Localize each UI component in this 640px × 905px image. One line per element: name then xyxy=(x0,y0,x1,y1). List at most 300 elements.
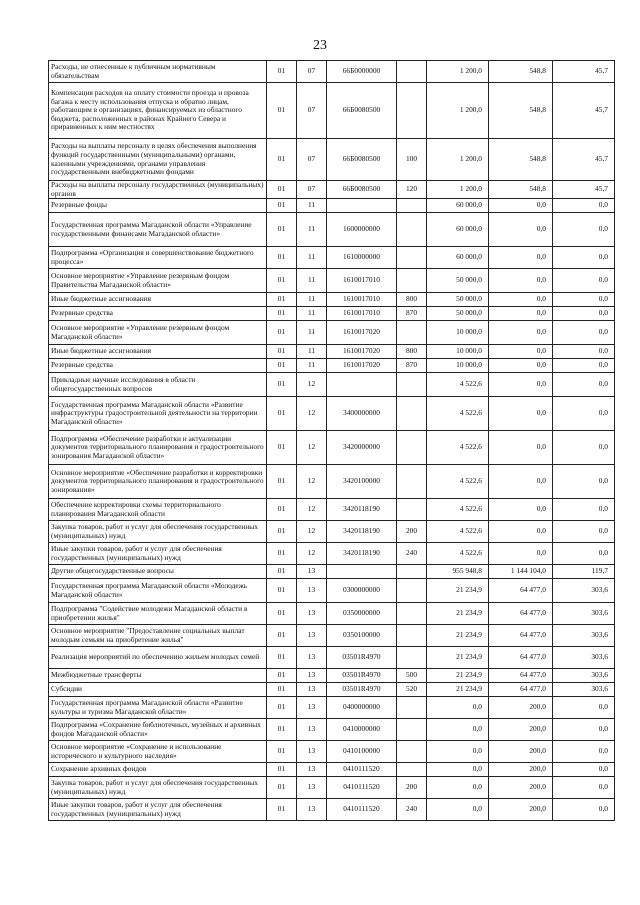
target-article-code: 1610017020 xyxy=(327,345,397,359)
subsection-code: 07 xyxy=(297,139,327,181)
table-row xyxy=(49,741,615,763)
amount-executed: 548,8 xyxy=(489,139,553,181)
execution-percent: 0,0 xyxy=(553,359,615,373)
expense-name: Подпрограмма «Сохранение библиотечных, музейных и архивных фондов Магаданской области» xyxy=(49,719,267,741)
amount-plan: 0,0 xyxy=(427,697,489,719)
target-article-code: 0350100000 xyxy=(327,625,397,647)
target-article-code: 66Б0080500 xyxy=(327,139,397,181)
section-code: 01 xyxy=(267,741,297,763)
target-article-code: 1610017020 xyxy=(327,321,397,345)
subsection-code: 11 xyxy=(297,247,327,269)
amount-plan: 10 000,0 xyxy=(427,359,489,373)
section-code: 01 xyxy=(267,345,297,359)
amount-plan: 21 234,9 xyxy=(427,647,489,669)
expense-type-code xyxy=(397,431,427,465)
section-code: 01 xyxy=(267,499,297,521)
expense-type-code xyxy=(397,763,427,777)
section-code: 01 xyxy=(267,521,297,543)
subsection-code: 13 xyxy=(297,799,327,821)
target-article-code: 0410111520 xyxy=(327,799,397,821)
expense-type-code: 120 xyxy=(397,181,427,199)
table-row xyxy=(49,181,615,199)
target-article-code: 1610000000 xyxy=(327,247,397,269)
expense-type-code: 800 xyxy=(397,345,427,359)
target-article-code: 0350000000 xyxy=(327,603,397,625)
execution-percent: 0,0 xyxy=(553,293,615,307)
amount-executed: 64 477,0 xyxy=(489,683,553,697)
expense-name: Подпрограмма «Обеспечение разработки и актуализации документов территориального планирования и градостроительного зонирования Магаданской области» xyxy=(49,431,267,465)
section-code: 01 xyxy=(267,603,297,625)
subsection-code: 13 xyxy=(297,579,327,603)
target-article-code xyxy=(327,199,397,213)
amount-executed: 0,0 xyxy=(489,247,553,269)
section-code: 01 xyxy=(267,293,297,307)
target-article-code: 0300000000 xyxy=(327,579,397,603)
execution-percent: 0,0 xyxy=(553,777,615,799)
amount-plan: 4 522,6 xyxy=(427,543,489,565)
subsection-code: 13 xyxy=(297,777,327,799)
table-row xyxy=(49,293,615,307)
expense-type-code xyxy=(397,247,427,269)
amount-executed: 200,0 xyxy=(489,741,553,763)
expense-type-code: 100 xyxy=(397,139,427,181)
expense-name: Другие общегосударственные вопросы xyxy=(49,565,267,579)
amount-executed: 0,0 xyxy=(489,213,553,247)
amount-plan: 21 234,9 xyxy=(427,683,489,697)
section-code: 01 xyxy=(267,625,297,647)
execution-percent: 0,0 xyxy=(553,465,615,499)
table-row xyxy=(49,543,615,565)
execution-percent: 45,7 xyxy=(553,61,615,83)
execution-percent: 303,6 xyxy=(553,683,615,697)
section-code: 01 xyxy=(267,763,297,777)
amount-plan: 1 200,0 xyxy=(427,61,489,83)
amount-plan: 4 522,6 xyxy=(427,521,489,543)
table-row xyxy=(49,307,615,321)
target-article-code: 1610017010 xyxy=(327,293,397,307)
expense-name: Государственная программа Магаданской области «Управление государственными финансами Магаданской области» xyxy=(49,213,267,247)
amount-executed: 200,0 xyxy=(489,777,553,799)
execution-percent: 0,0 xyxy=(553,431,615,465)
section-code: 01 xyxy=(267,307,297,321)
table-row xyxy=(49,603,615,625)
expense-type-code xyxy=(397,697,427,719)
table-row xyxy=(49,199,615,213)
execution-percent: 0,0 xyxy=(553,345,615,359)
section-code: 01 xyxy=(267,697,297,719)
amount-executed: 0,0 xyxy=(489,373,553,397)
expense-type-code xyxy=(397,83,427,139)
execution-percent: 0,0 xyxy=(553,719,615,741)
subsection-code: 12 xyxy=(297,521,327,543)
table-row xyxy=(49,625,615,647)
subsection-code: 12 xyxy=(297,397,327,431)
execution-percent: 303,6 xyxy=(553,603,615,625)
expense-type-code: 870 xyxy=(397,307,427,321)
expense-type-code xyxy=(397,499,427,521)
subsection-code: 11 xyxy=(297,321,327,345)
expense-type-code xyxy=(397,397,427,431)
expense-name: Основное мероприятие «Обеспечение разработки и корректировки документов территориального планирования и градостроительного зонирования» xyxy=(49,465,267,499)
amount-executed: 548,8 xyxy=(489,83,553,139)
execution-percent: 0,0 xyxy=(553,763,615,777)
table-row xyxy=(49,83,615,139)
section-code: 01 xyxy=(267,83,297,139)
section-code: 01 xyxy=(267,465,297,499)
expense-name: Реализация мероприятий по обеспечению жильем молодых семей xyxy=(49,647,267,669)
table-row xyxy=(49,719,615,741)
amount-executed: 200,0 xyxy=(489,763,553,777)
table-row xyxy=(49,269,615,293)
amount-executed: 0,0 xyxy=(489,321,553,345)
amount-executed: 200,0 xyxy=(489,719,553,741)
execution-percent: 0,0 xyxy=(553,373,615,397)
execution-percent: 0,0 xyxy=(553,543,615,565)
expense-type-code xyxy=(397,647,427,669)
subsection-code: 11 xyxy=(297,213,327,247)
expense-name: Сохранение архивных фондов xyxy=(49,763,267,777)
section-code: 01 xyxy=(267,61,297,83)
expense-type-code: 240 xyxy=(397,543,427,565)
target-article-code xyxy=(327,565,397,579)
table-body xyxy=(49,61,615,821)
amount-plan: 0,0 xyxy=(427,763,489,777)
expense-name: Обеспечение корректировки схемы территориального планирования Магаданской области xyxy=(49,499,267,521)
target-article-code: 66Б0080500 xyxy=(327,181,397,199)
table-row xyxy=(49,213,615,247)
table-row xyxy=(49,565,615,579)
amount-plan: 60 000,0 xyxy=(427,213,489,247)
target-article-code: 0410111520 xyxy=(327,763,397,777)
subsection-code: 13 xyxy=(297,603,327,625)
subsection-code: 13 xyxy=(297,697,327,719)
execution-percent: 303,6 xyxy=(553,669,615,683)
amount-plan: 10 000,0 xyxy=(427,345,489,359)
section-code: 01 xyxy=(267,647,297,669)
amount-plan: 60 000,0 xyxy=(427,247,489,269)
amount-executed: 64 477,0 xyxy=(489,669,553,683)
amount-plan: 21 234,9 xyxy=(427,579,489,603)
amount-plan: 50 000,0 xyxy=(427,269,489,293)
expense-type-code: 870 xyxy=(397,359,427,373)
table-row xyxy=(49,321,615,345)
budget-table xyxy=(48,60,615,821)
expense-type-code: 200 xyxy=(397,777,427,799)
page-number: 23 xyxy=(313,38,327,53)
target-article-code: 1610017010 xyxy=(327,269,397,293)
subsection-code: 13 xyxy=(297,625,327,647)
expense-name: Компенсация расходов на оплату стоимости проезда и провоза багажа к месту использования отпуска и обратно лицам, работающим в организациях, финансируемых из областного бюджета, расположенных в районах Крайнего Севера и приравненных к ним местностях xyxy=(49,83,267,139)
amount-executed: 0,0 xyxy=(489,465,553,499)
expense-type-code: 800 xyxy=(397,293,427,307)
subsection-code: 11 xyxy=(297,307,327,321)
table-row xyxy=(49,359,615,373)
table-row xyxy=(49,373,615,397)
execution-percent: 0,0 xyxy=(553,521,615,543)
expense-name: Подпрограмма «Организация и совершенствование бюджетного процесса» xyxy=(49,247,267,269)
subsection-code: 12 xyxy=(297,465,327,499)
target-article-code: 3420100000 xyxy=(327,465,397,499)
amount-plan: 10 000,0 xyxy=(427,321,489,345)
execution-percent: 303,6 xyxy=(553,625,615,647)
amount-executed: 0,0 xyxy=(489,307,553,321)
section-code: 01 xyxy=(267,719,297,741)
amount-plan: 0,0 xyxy=(427,799,489,821)
section-code: 01 xyxy=(267,683,297,697)
table-row xyxy=(49,139,615,181)
amount-executed: 0,0 xyxy=(489,345,553,359)
target-article-code: 1610017010 xyxy=(327,307,397,321)
subsection-code: 11 xyxy=(297,269,327,293)
target-article-code: 0410000000 xyxy=(327,719,397,741)
expense-name: Основное мероприятие "Предоставление социальных выплат молодым семьям на приобретение жилья" xyxy=(49,625,267,647)
expense-type-code xyxy=(397,565,427,579)
subsection-code: 13 xyxy=(297,669,327,683)
expense-type-code xyxy=(397,321,427,345)
expense-name: Государственная программа Магаданской области «Развитие инфраструктуры градостроительной деятельности на территории Магаданской области» xyxy=(49,397,267,431)
target-article-code: 03501R4970 xyxy=(327,683,397,697)
amount-executed: 1 144 104,0 xyxy=(489,565,553,579)
amount-executed: 0,0 xyxy=(489,397,553,431)
expense-name: Иные бюджетные ассигнования xyxy=(49,345,267,359)
expense-name: Иные закупки товаров, работ и услуг для обеспечения государственных (муниципальных) нужд xyxy=(49,543,267,565)
expense-type-code xyxy=(397,373,427,397)
amount-plan: 4 522,6 xyxy=(427,397,489,431)
target-article-code: 66Б0000000 xyxy=(327,61,397,83)
expense-type-code xyxy=(397,603,427,625)
subsection-code: 11 xyxy=(297,293,327,307)
amount-plan: 50 000,0 xyxy=(427,307,489,321)
amount-plan: 1 200,0 xyxy=(427,139,489,181)
subsection-code: 12 xyxy=(297,499,327,521)
execution-percent: 0,0 xyxy=(553,499,615,521)
expense-type-code: 240 xyxy=(397,799,427,821)
expense-type-code: 500 xyxy=(397,669,427,683)
table-row xyxy=(49,345,615,359)
amount-executed: 0,0 xyxy=(489,293,553,307)
execution-percent: 0,0 xyxy=(553,697,615,719)
amount-plan: 955 948,8 xyxy=(427,565,489,579)
execution-percent: 0,0 xyxy=(553,269,615,293)
execution-percent: 0,0 xyxy=(553,213,615,247)
expense-name: Расходы на выплаты персоналу в целях обеспечения выполнения функций государственными (муниципальными) органами, казенными учреждениями, органами управления государственными внебюджетными фондами xyxy=(49,139,267,181)
subsection-code: 12 xyxy=(297,431,327,465)
subsection-code: 13 xyxy=(297,719,327,741)
expense-name: Резервные фонды xyxy=(49,199,267,213)
table-row xyxy=(49,669,615,683)
target-article-code xyxy=(327,373,397,397)
execution-percent: 0,0 xyxy=(553,397,615,431)
execution-percent: 45,7 xyxy=(553,83,615,139)
table-row xyxy=(49,697,615,719)
amount-plan: 4 522,6 xyxy=(427,431,489,465)
amount-plan: 0,0 xyxy=(427,777,489,799)
amount-executed: 548,8 xyxy=(489,181,553,199)
section-code: 01 xyxy=(267,373,297,397)
section-code: 01 xyxy=(267,579,297,603)
target-article-code: 0400000000 xyxy=(327,697,397,719)
amount-plan: 1 200,0 xyxy=(427,181,489,199)
target-article-code: 3420118190 xyxy=(327,521,397,543)
subsection-code: 12 xyxy=(297,373,327,397)
section-code: 01 xyxy=(267,397,297,431)
execution-percent: 45,7 xyxy=(553,139,615,181)
expense-name: Иные бюджетные ассигнования xyxy=(49,293,267,307)
amount-executed: 0,0 xyxy=(489,359,553,373)
amount-plan: 4 522,6 xyxy=(427,373,489,397)
expense-type-code xyxy=(397,465,427,499)
expense-name: Государственная программа Магаданской области «Развитие культуры и туризма Магаданской области» xyxy=(49,697,267,719)
amount-plan: 1 200,0 xyxy=(427,83,489,139)
table-row xyxy=(49,499,615,521)
amount-executed: 548,8 xyxy=(489,61,553,83)
target-article-code: 1600000000 xyxy=(327,213,397,247)
execution-percent: 303,6 xyxy=(553,647,615,669)
expense-name: Основное мероприятие «Управление резервным фондом Магаданской области» xyxy=(49,321,267,345)
section-code: 01 xyxy=(267,181,297,199)
table-row xyxy=(49,763,615,777)
table-row xyxy=(49,799,615,821)
expense-name: Иные закупки товаров, работ и услуг для обеспечения государственных (муниципальных) нужд xyxy=(49,799,267,821)
amount-executed: 64 477,0 xyxy=(489,603,553,625)
target-article-code: 0410111520 xyxy=(327,777,397,799)
target-article-code: 1610017020 xyxy=(327,359,397,373)
execution-percent: 0,0 xyxy=(553,799,615,821)
table-row xyxy=(49,61,615,83)
execution-percent: 0,0 xyxy=(553,247,615,269)
expense-name: Подпрограмма "Содействие молодежи Магаданской области в приобретении жилья" xyxy=(49,603,267,625)
execution-percent: 45,7 xyxy=(553,181,615,199)
amount-plan: 4 522,6 xyxy=(427,499,489,521)
subsection-code: 07 xyxy=(297,181,327,199)
execution-percent: 119,7 xyxy=(553,565,615,579)
expense-name: Закупка товаров, работ и услуг для обеспечения государственных (муниципальных) нужд xyxy=(49,777,267,799)
subsection-code: 11 xyxy=(297,199,327,213)
subsection-code: 11 xyxy=(297,359,327,373)
execution-percent: 0,0 xyxy=(553,741,615,763)
amount-executed: 64 477,0 xyxy=(489,579,553,603)
execution-percent: 0,0 xyxy=(553,307,615,321)
section-code: 01 xyxy=(267,269,297,293)
amount-executed: 0,0 xyxy=(489,499,553,521)
expense-name: Основное мероприятие «Управление резервным фондом Правительства Магаданской области» xyxy=(49,269,267,293)
execution-percent: 303,6 xyxy=(553,579,615,603)
subsection-code: 13 xyxy=(297,565,327,579)
table-row xyxy=(49,465,615,499)
expense-type-code xyxy=(397,741,427,763)
expense-type-code xyxy=(397,579,427,603)
target-article-code: 3400000000 xyxy=(327,397,397,431)
target-article-code: 03501R4970 xyxy=(327,669,397,683)
amount-plan: 21 234,9 xyxy=(427,603,489,625)
expense-type-code xyxy=(397,61,427,83)
expense-type-code xyxy=(397,213,427,247)
subsection-code: 13 xyxy=(297,763,327,777)
expense-type-code xyxy=(397,625,427,647)
target-article-code: 66Б0080500 xyxy=(327,83,397,139)
amount-executed: 0,0 xyxy=(489,521,553,543)
subsection-code: 07 xyxy=(297,83,327,139)
amount-executed: 0,0 xyxy=(489,543,553,565)
table-row xyxy=(49,683,615,697)
amount-plan: 21 234,9 xyxy=(427,625,489,647)
target-article-code: 3420118190 xyxy=(327,499,397,521)
table-row xyxy=(49,247,615,269)
target-article-code: 0410100000 xyxy=(327,741,397,763)
section-code: 01 xyxy=(267,139,297,181)
section-code: 01 xyxy=(267,669,297,683)
subsection-code: 07 xyxy=(297,61,327,83)
section-code: 01 xyxy=(267,777,297,799)
target-article-code: 3420118190 xyxy=(327,543,397,565)
target-article-code: 3420000000 xyxy=(327,431,397,465)
expense-name: Прикладные научные исследования в области общегосударственных вопросов xyxy=(49,373,267,397)
table-row xyxy=(49,397,615,431)
amount-executed: 0,0 xyxy=(489,269,553,293)
section-code: 01 xyxy=(267,199,297,213)
amount-plan: 60 000,0 xyxy=(427,199,489,213)
expense-type-code: 200 xyxy=(397,521,427,543)
target-article-code: 03501R4970 xyxy=(327,647,397,669)
amount-plan: 50 000,0 xyxy=(427,293,489,307)
table-row xyxy=(49,579,615,603)
expense-name: Расходы на выплаты персоналу государственных (муниципальных) органов xyxy=(49,181,267,199)
amount-plan: 0,0 xyxy=(427,741,489,763)
subsection-code: 13 xyxy=(297,741,327,763)
amount-executed: 200,0 xyxy=(489,697,553,719)
expense-type-code xyxy=(397,269,427,293)
table-row xyxy=(49,647,615,669)
subsection-code: 12 xyxy=(297,543,327,565)
amount-plan: 4 522,6 xyxy=(427,465,489,499)
expense-name: Закупка товаров, работ и услуг для обеспечения государственных (муниципальных) нужд xyxy=(49,521,267,543)
section-code: 01 xyxy=(267,321,297,345)
execution-percent: 0,0 xyxy=(553,199,615,213)
section-code: 01 xyxy=(267,565,297,579)
section-code: 01 xyxy=(267,543,297,565)
amount-executed: 64 477,0 xyxy=(489,625,553,647)
amount-plan: 0,0 xyxy=(427,719,489,741)
amount-plan: 21 234,9 xyxy=(427,669,489,683)
expense-type-code xyxy=(397,199,427,213)
amount-executed: 64 477,0 xyxy=(489,647,553,669)
amount-executed: 0,0 xyxy=(489,431,553,465)
section-code: 01 xyxy=(267,359,297,373)
subsection-code: 13 xyxy=(297,647,327,669)
expense-name: Государственная программа Магаданской области «Молодежь Магаданской области» xyxy=(49,579,267,603)
table-row xyxy=(49,431,615,465)
execution-percent: 0,0 xyxy=(553,321,615,345)
section-code: 01 xyxy=(267,799,297,821)
expense-type-code xyxy=(397,719,427,741)
expense-type-code: 520 xyxy=(397,683,427,697)
section-code: 01 xyxy=(267,431,297,465)
expense-name: Межбюджетные трансферты xyxy=(49,669,267,683)
table-row xyxy=(49,521,615,543)
expense-name: Субсидии xyxy=(49,683,267,697)
expense-name: Основное мероприятие «Сохранение и использование исторического и культурного наследия» xyxy=(49,741,267,763)
subsection-code: 11 xyxy=(297,345,327,359)
expense-name: Резервные средства xyxy=(49,307,267,321)
table-row xyxy=(49,777,615,799)
amount-executed: 0,0 xyxy=(489,199,553,213)
section-code: 01 xyxy=(267,213,297,247)
expense-name: Расходы, не отнесенные к публичным нормативным обязательствам xyxy=(49,61,267,83)
amount-executed: 200,0 xyxy=(489,799,553,821)
expense-name: Резервные средства xyxy=(49,359,267,373)
section-code: 01 xyxy=(267,247,297,269)
subsection-code: 13 xyxy=(297,683,327,697)
